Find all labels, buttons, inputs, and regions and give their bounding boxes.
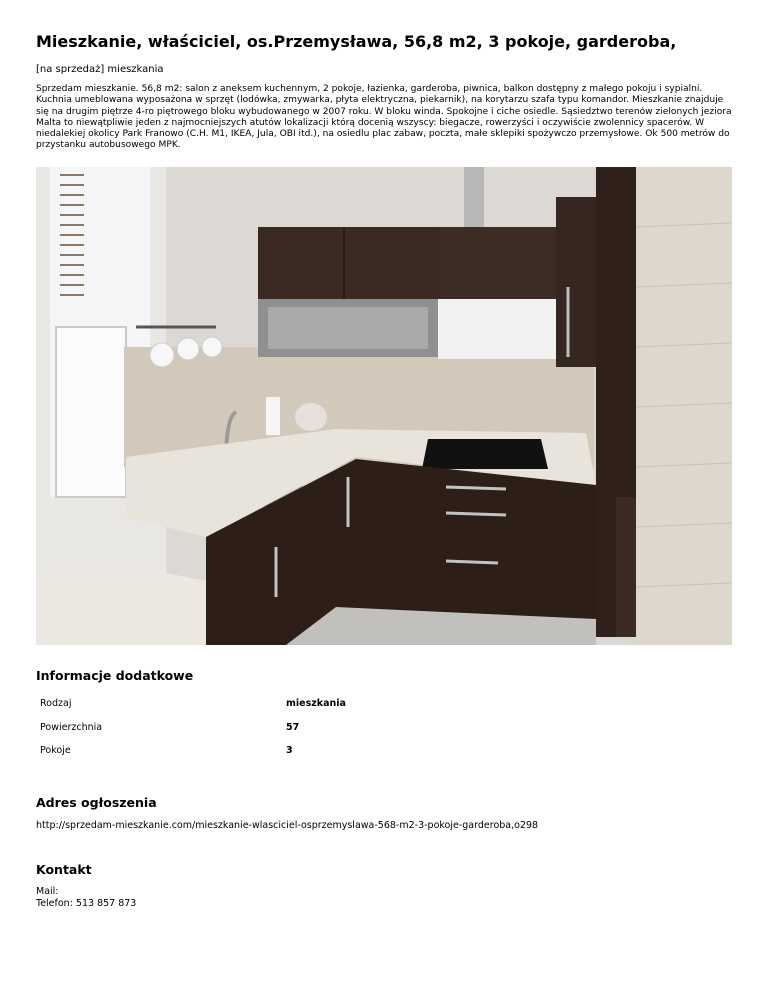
info-label: Rodzaj [40, 698, 72, 709]
info-heading: Informacje dodatkowe [36, 668, 194, 683]
info-row [36, 744, 732, 758]
info-value: 57 [286, 722, 300, 733]
listing-category: [na sprzedaż] mieszkania [36, 64, 164, 75]
contact-heading: Kontakt [36, 862, 92, 877]
info-row [36, 721, 732, 735]
info-value: 3 [286, 745, 293, 756]
listing-title: Mieszkanie, właściciel, os.Przemysława, 56,8 m2, 3 pokoje, garderoba, [36, 32, 677, 51]
kitchen-photo [36, 167, 732, 645]
contact-phone: Telefon: 513 857 873 [36, 898, 137, 909]
info-value: mieszkania [286, 698, 346, 709]
address-heading: Adres ogłoszenia [36, 795, 157, 810]
info-label: Pokoje [40, 745, 71, 756]
info-label: Powierzchnia [40, 722, 103, 733]
listing-description: Sprzedam mieszkanie. 56,8 m2: salon z aneksem kuchennym, 2 pokoje, łazienka, garderoba, piwnica, balkon dostępny z małego pokoju i sypialni. Kuchnia umeblowana wyposażona w sprzęt (lodówka, zmywarka, płyta elektryczna, piekarnik), na korytarzu szafa typu komandor. Mieszkanie znajduje się na drugim piętrze 4-ro piętrowego bloku wybudowanego w 2007 roku. W bloku winda. Spokojne i ciche osiedle. Sąsiedztwo terenów zielonych jeziora Malta to niewątpliwie jeden z najmocniejszych atutów lokalizacji którą docenią wszyscy: biegacze, rowerzyści i oczywiście zwolennicy spacerów. W niedalekiej okolicy Park Franowo (C.H. M1, IKEA, Jula, OBI itd.), na osiedlu plac zabaw, poczta, małe sklepiki spożywczo przemysłowe. Ok 500 metrów do przystanku autobusowego MPK. [36, 84, 732, 151]
listing-url-link[interactable]: http://sprzedam-mieszkanie.com/mieszkanie-wlasciciel-osprzemyslawa-568-m2-3-pokoje-garderoba,o298 [36, 820, 539, 831]
contact-mail: Mail: [36, 886, 59, 897]
info-row [36, 697, 732, 711]
